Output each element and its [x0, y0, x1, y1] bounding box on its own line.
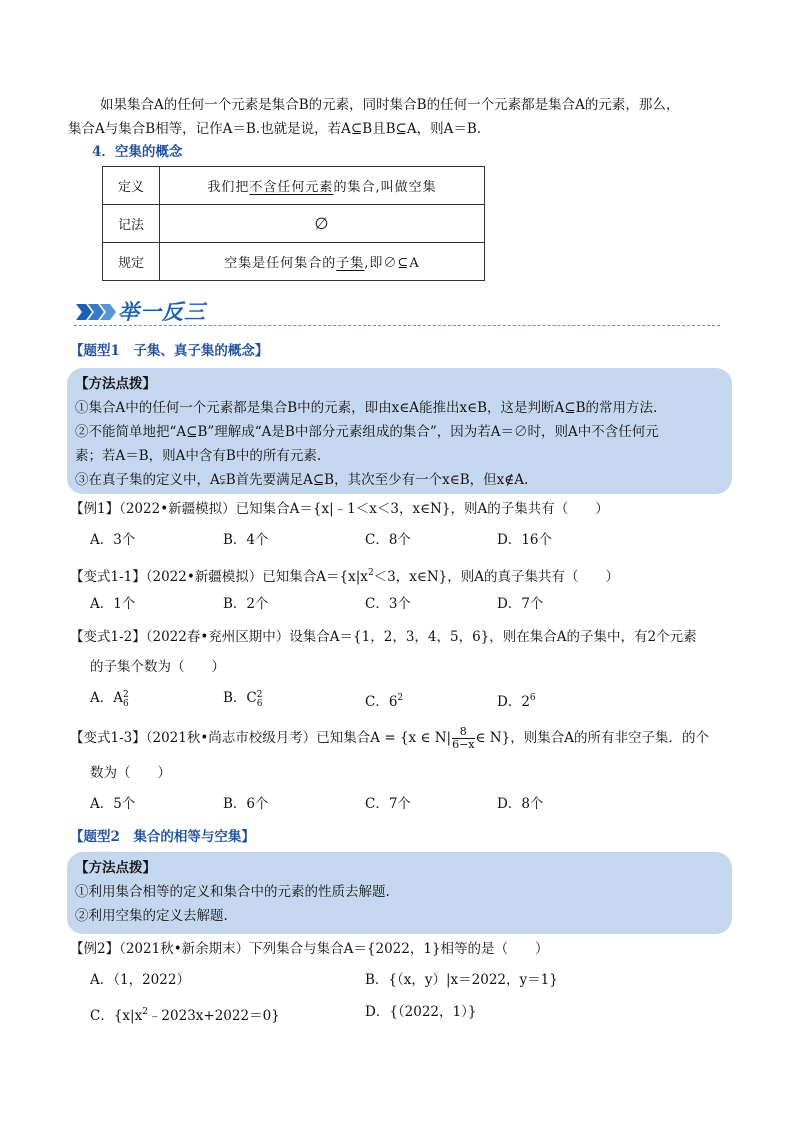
example-2-option-d: D．{（2022，1）}: [365, 1004, 477, 1020]
fraction: $\frac{8}{6-x}$: [452, 725, 475, 751]
method-title: 【方法点拨】: [75, 860, 156, 876]
table-key: 规定: [103, 243, 160, 281]
example-1-stem: 【例1】（2022•新疆模拟）已知集合A＝{x|﹣1＜x＜3，x∈N}，则A的子集共有（ ）: [70, 501, 609, 517]
table-row: [103, 167, 485, 205]
variant-1-3-option-d: D．8个: [497, 796, 544, 812]
empty-set-table: [102, 166, 485, 281]
method-point-1: ①利用集合相等的定义和集合中的元素的性质去解题.: [75, 884, 390, 900]
section-banner: [74, 296, 720, 326]
type1-heading: 【题型1 子集、真子集的概念】: [70, 343, 269, 359]
intro-line-1: 如果集合A的任何一个元素是集合B的元素，同时集合B的任何一个元素都是集合A的元素，那么，: [100, 97, 680, 113]
method-box-2: [67, 852, 732, 934]
variant-1-2-option-d: D．$2^6$: [497, 693, 536, 710]
example-2-option-a: A．（1，2022）: [90, 972, 190, 988]
variant-1-1-option-b: B．2个: [223, 596, 269, 612]
variant-1-3-stem-2: 数为（ ）: [90, 765, 171, 781]
example-1-option-d: D．16个: [497, 532, 553, 548]
table-row: [103, 243, 485, 281]
example-2-option-c: C．$\{x|x^2﹣2023x+2022=0\}$: [90, 1007, 280, 1024]
banner-divider: [74, 325, 720, 326]
intro-line-2: 集合A与集合B相等，记作A＝B.也就是说，若A⊆B且B⊆A，则A＝B.: [68, 121, 482, 137]
variant-1-2-option-c: C．$6^2$: [365, 693, 404, 710]
variant-1-2-stem-2: 的子集个数为（ ）: [90, 659, 225, 675]
table-value: 我们把不含任何元素的集合,叫做空集: [160, 167, 485, 205]
variant-1-2-stem-1: 【变式1-2】（2022春•兖州区期中）设集合A＝{1，2，3，4，5，6}，则在集合A的子集中，有2个元素: [70, 629, 697, 645]
method-point-2: ②利用空集的定义去解题.: [75, 908, 228, 924]
method-point-2a: ②不能简单地把“A⊆B”理解成“A是B中部分元素组成的集合”，因为若A＝∅时，则A中不含任何元: [75, 424, 659, 440]
variant-1-3-option-a: A．5个: [90, 796, 136, 812]
method-box-1: [67, 368, 732, 494]
table-value: ∅: [160, 205, 485, 243]
example-1-option-a: A．3个: [90, 532, 136, 548]
method-point-1: ①集合A中的任何一个元素都是集合B中的元素，即由x∈A能推出x∈B，这是判断A⊆B的常用方法.: [75, 400, 658, 416]
variant-1-2-option-b: B．C 2 6: [223, 690, 263, 709]
table-row: [103, 205, 485, 243]
variant-1-1-option-c: C．3个: [365, 596, 411, 612]
table-key: 记法: [103, 205, 160, 243]
variant-1-3-option-c: C．7个: [365, 796, 411, 812]
variant-1-3-option-b: B．6个: [223, 796, 269, 812]
variant-1-1-option-a: A．1个: [90, 596, 136, 612]
example-2-stem: 【例2】（2021秋•新余期末）下列集合与集合A＝{2022，1}相等的是（ ）: [70, 941, 549, 957]
method-point-2b: 素；若A＝B，则A中含有B中的所有元素.: [75, 448, 322, 464]
table-value: 空集是任何集合的子集,即∅⊆A: [160, 243, 485, 281]
example-1-option-b: B．4个: [223, 532, 269, 548]
banner-title: 举一反三: [118, 299, 206, 324]
variant-1-1-stem: 【变式1-1】（2022•新疆模拟）已知集合$A=\{x|x^2<3$，x∈N}，则A的真子集共有（ ）: [70, 568, 620, 585]
variant-1-1-option-d: D．7个: [497, 596, 544, 612]
variant-1-2-option-a: A．A 2 6: [90, 690, 129, 709]
table-key: 定义: [103, 167, 160, 205]
method-point-3: ③在真子集的定义中，A⫋B首先要满足A⊆B，其次至少有一个x∈B，但x∉A.: [75, 472, 529, 488]
example-2-option-b: B．{（x，y）|x＝2022，y＝1}: [365, 972, 558, 988]
section-4-title: 4．空集的概念: [92, 144, 183, 160]
method-title: 【方法点拨】: [75, 376, 156, 392]
variant-1-3-stem-1: 【变式1-3】（2021秋•尚志市校级月考）已知集合A = {x ∈ N| $\frac{8}{6-x}$ ∈ N}，则集合A的所有非空子集．的个: [70, 725, 709, 751]
type2-heading: 【题型2 集合的相等与空集】: [70, 829, 255, 845]
example-1-option-c: C．8个: [365, 532, 411, 548]
